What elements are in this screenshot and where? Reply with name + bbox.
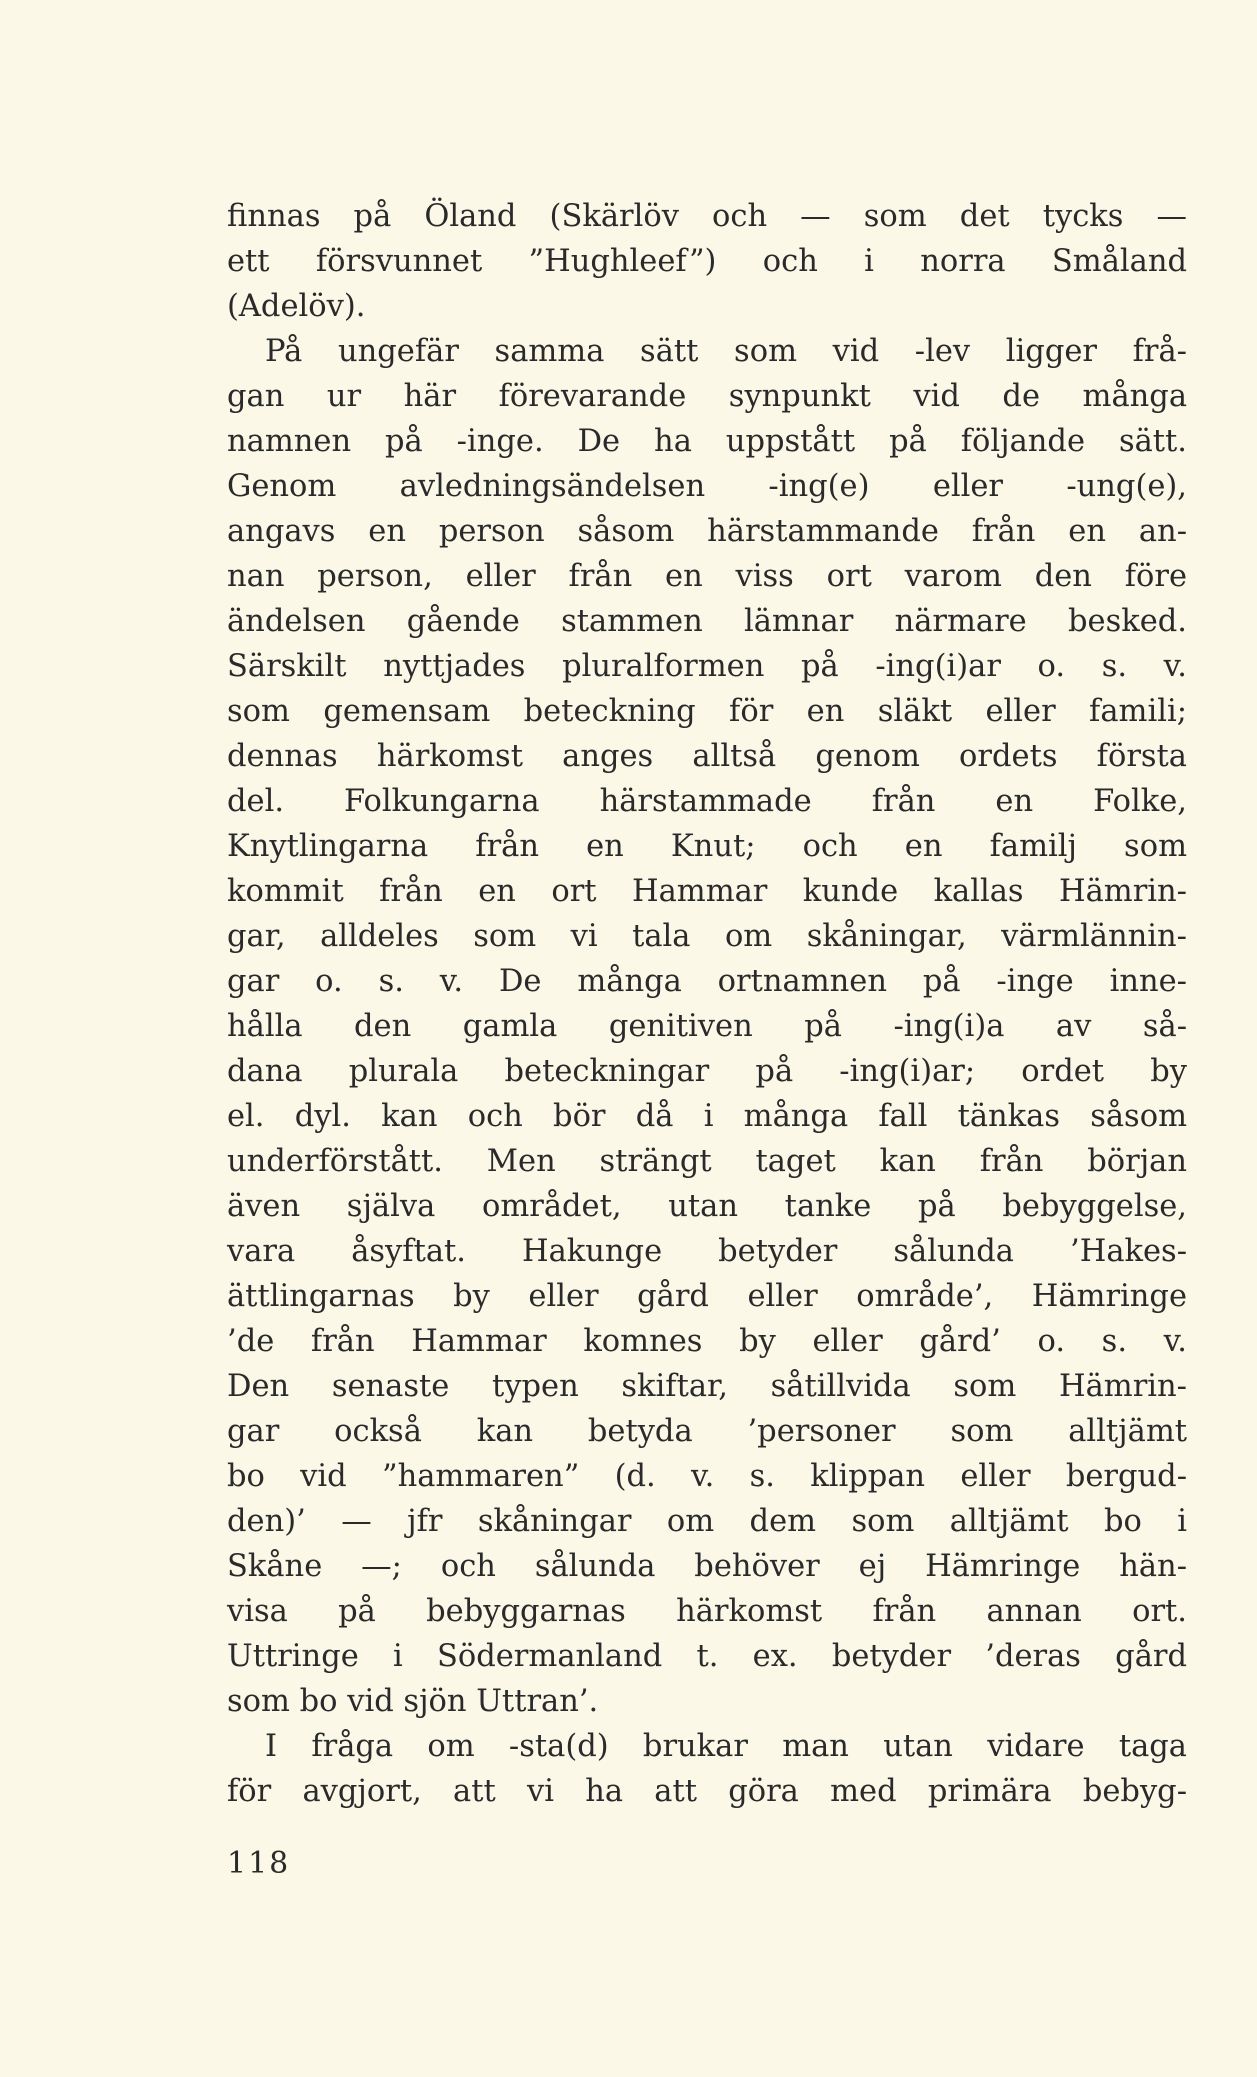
text-line: bo vid ”hammaren” (d. v. s. klippan eller bergud- (227, 1459, 1187, 1494)
text-line: ändelsen gående stammen lämnar närmare besked. (227, 604, 1187, 639)
text-line: finnas på Öland (Skärlöv och — som det tycks — (227, 199, 1187, 234)
text-line: dana plurala beteckningar på -ing(i)ar; ordet by (227, 1054, 1187, 1089)
text-line: Skåne —; och sålunda behöver ej Hämringe hän- (227, 1549, 1187, 1584)
text-line: för avgjort, att vi ha att göra med primära bebyg- (227, 1774, 1187, 1809)
text-line: som bo vid sjön Uttran’. (227, 1684, 599, 1719)
text-line: ett försvunnet ”Hughleef”) och i norra Småland (227, 244, 1187, 279)
page-number: 118 (227, 1846, 291, 1881)
text-line: Den senaste typen skiftar, såtillvida som Hämrin- (227, 1369, 1187, 1404)
text-line: Genom avledningsändelsen -ing(e) eller -ung(e), (227, 469, 1187, 504)
text-line: gar också kan betyda ’personer som alltjämt (227, 1414, 1187, 1449)
text-line: (Adelöv). (227, 289, 366, 324)
paragraph-start-line: I fråga om -sta(d) brukar man utan vidare taga (265, 1729, 1187, 1764)
text-line: gar o. s. v. De många ortnamnen på -inge inne- (227, 964, 1187, 999)
text-line: angavs en person såsom härstammande från en an- (227, 514, 1187, 549)
text-line: underförstått. Men strängt taget kan från början (227, 1144, 1187, 1179)
text-line: el. dyl. kan och bör då i många fall tänkas såsom (227, 1099, 1187, 1134)
text-line: även själva området, utan tanke på bebyggelse, (227, 1189, 1187, 1224)
text-line: den)’ — jfr skåningar om dem som alltjämt bo i (227, 1504, 1187, 1539)
text-line: ättlingarnas by eller gård eller område’, Hämringe (227, 1279, 1187, 1314)
text-line: nan person, eller från en viss ort varom den före (227, 559, 1187, 594)
text-line: vara åsyftat. Hakunge betyder sålunda ’Hakes- (227, 1234, 1187, 1269)
text-line: som gemensam beteckning för en släkt eller famili; (227, 694, 1187, 729)
body-text (227, 194, 1187, 1814)
text-line: Uttringe i Södermanland t. ex. betyder ’deras gård (227, 1639, 1187, 1674)
text-line: kommit från en ort Hammar kunde kallas Hämrin- (227, 874, 1187, 909)
text-line: Särskilt nyttjades pluralformen på -ing(i)ar o. s. v. (227, 649, 1187, 684)
text-line: del. Folkungarna härstammade från en Folke, (227, 784, 1187, 819)
text-line: Knytlingarna från en Knut; och en familj som (227, 829, 1187, 864)
paragraph-start-line: På ungefär samma sätt som vid -lev ligger frå- (265, 334, 1187, 369)
text-line: gar, alldeles som vi tala om skåningar, värmlännin- (227, 919, 1187, 954)
text-line: namnen på -inge. De ha uppstått på följande sätt. (227, 424, 1187, 459)
text-line: gan ur här förevarande synpunkt vid de många (227, 379, 1187, 414)
text-line: ’de från Hammar komnes by eller gård’ o. s. v. (227, 1324, 1187, 1359)
text-line: visa på bebyggarnas härkomst från annan ort. (227, 1594, 1187, 1629)
text-line: hålla den gamla genitiven på -ing(i)a av så- (227, 1009, 1187, 1044)
text-line: dennas härkomst anges alltså genom ordets första (227, 739, 1187, 774)
